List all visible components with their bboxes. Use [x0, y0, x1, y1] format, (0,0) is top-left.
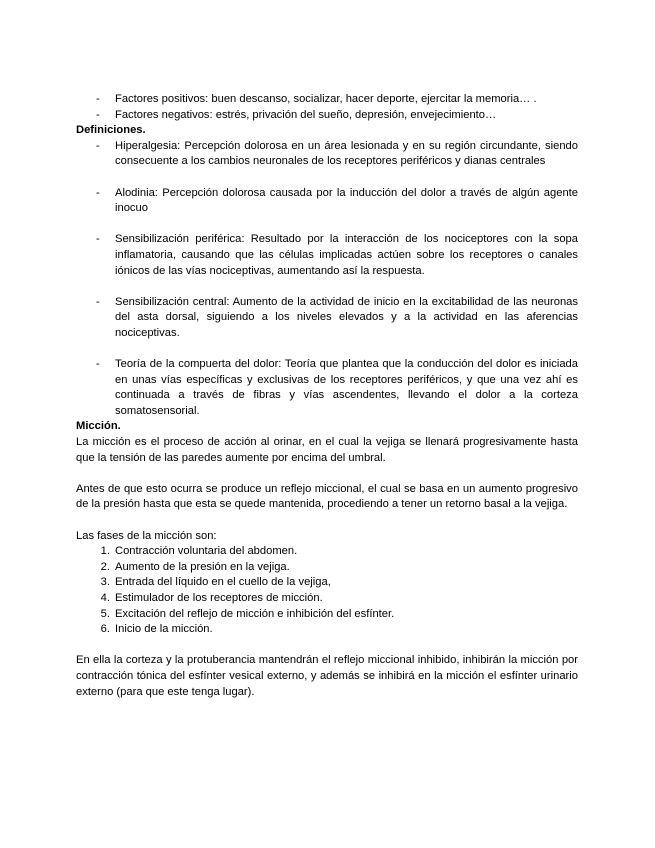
definitions-list: [76, 139, 578, 420]
list-item: 1. Contracción voluntaria del abdomen.: [100, 545, 298, 558]
list-item: - Sensibilización central: Aumento de la actividad de inicio en la excitabilidad de las neuronas del asta dorsal, siguiendo a los niveles elevados y a la actividad en las aferencias nociceptivas.: [96, 295, 578, 339]
list-item: - Alodinia: Percepción dolorosa causada por la inducción del dolor a través de algún agente inocuo: [96, 186, 578, 215]
miccion-paragraph-1: La micción es el proceso de acción al orinar, en el cual la vejiga se llenará progresivamente hasta que la tensión de las paredes aumente por encima del umbral.: [76, 436, 578, 464]
list-item: - Sensibilización periférica: Resultado por la interacción de los nociceptores con la sopa inflamatoria, causando que las células implicadas actúen sobre los receptores o canales iónicos de las vías nociceptivas, aumentando así la respuesta.: [96, 233, 578, 277]
list-item: - Factores negativos: estrés, privación del sueño, depresión, envejecimiento…: [96, 108, 497, 121]
miccion-paragraph-2: Antes de que esto ocurra se produce un reflejo miccional, el cual se basa en un aumento progresivo de la presión hasta que esta se quede mantenida, procediendo a tener un retorno basal a la vejiga.: [76, 482, 578, 511]
list-item: - Teoría de la compuerta del dolor: Teoría que plantea que la conducción del dolor es iniciada en unas vías específicas y exclusivas de los receptores periféricos, y que una vez ahí es continuada a través de fibras y vías ascendentes, llevando el dolor a la corteza somatosensorial.: [96, 358, 578, 417]
list-item: 5. Excitación del reflejo de micción e inhibición del esfínter.: [100, 607, 395, 620]
factors-list: [76, 92, 578, 123]
list-item: 6. Inicio de la micción.: [100, 623, 213, 636]
fases-intro: Las fases de la micción son:: [76, 529, 217, 542]
miccion-heading: Micción.: [76, 420, 121, 433]
fases-list: [76, 544, 578, 638]
list-item: - Factores positivos: buen descanso, socializar, hacer deporte, ejercitar la memoria… .: [96, 93, 537, 105]
miccion-paragraph-3: En ella la corteza y la protuberancia mantendrán el reflejo miccional inhibido, inhibirán la micción por contracción tónica del esfínter vesical externo, y además se inhibirá en la micción el esfínter urinario externo (para que este tenga lugar).: [76, 654, 578, 698]
list-item: 2. Aumento de la presión en la vejiga.: [100, 560, 290, 573]
document-page: [76, 92, 578, 700]
list-item: - Hiperalgesia: Percepción dolorosa en un área lesionada y en su región circundante, siendo consecuente a los cambios neuronales de los receptores periféricos y dianas centrales: [96, 139, 578, 168]
definitions-heading: Definiciones.: [76, 124, 146, 137]
list-item: 3. Entrada del líquido en el cuello de la vejiga,: [100, 576, 331, 589]
list-item: 4. Estimulador de los receptores de micción.: [100, 592, 323, 604]
